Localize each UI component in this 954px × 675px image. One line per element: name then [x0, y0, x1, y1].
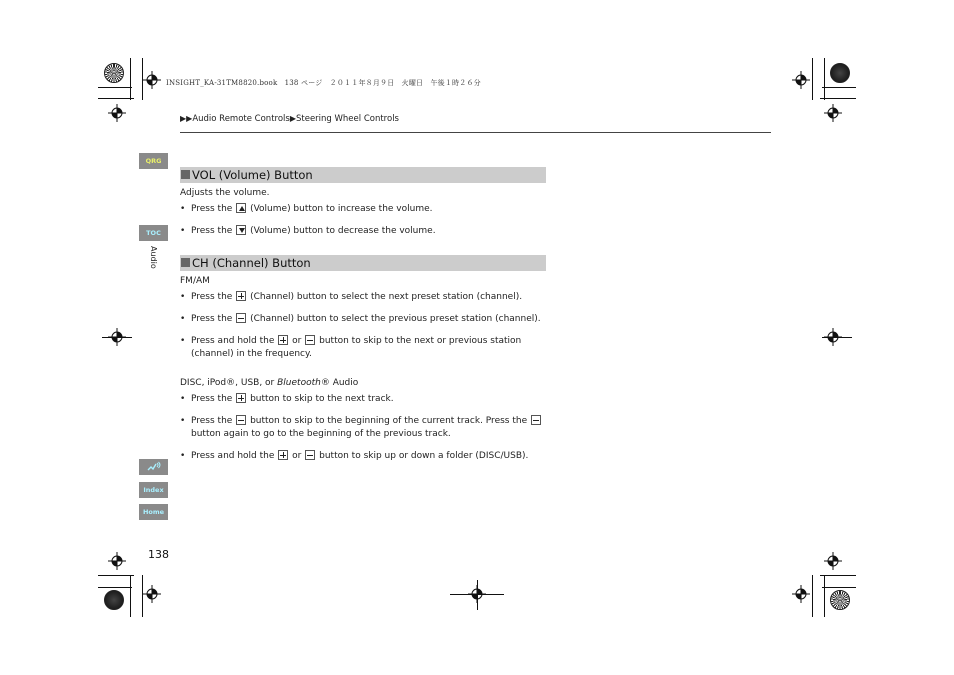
minus-icon: [305, 450, 315, 460]
heading-square-icon: [181, 170, 190, 179]
plus-icon: [278, 450, 288, 460]
breadcrumb-parent-link[interactable]: Audio Remote Controls: [192, 114, 290, 124]
color-target-icon: [830, 63, 850, 83]
vol-section-title: VOL (Volume) Button: [192, 168, 313, 182]
page-number: 138: [148, 548, 169, 561]
color-target-icon: [104, 590, 124, 610]
registration-mark-icon: [792, 585, 810, 603]
voice-command-icon: [147, 461, 161, 473]
voice-command-tab[interactable]: [139, 459, 168, 475]
list-item: • Press the button to skip to the next track.: [180, 394, 394, 404]
crop-line: [822, 337, 852, 338]
list-item: • Press the (Channel) button to select the next preset station (channel).: [180, 292, 523, 302]
minus-icon: [305, 335, 315, 345]
fm-am-label: FM/AM: [180, 276, 210, 286]
list-item: • Press the (Channel) button to select the previous preset station (channel).: [180, 314, 541, 324]
crop-line: [477, 580, 478, 610]
ch-section-heading: [180, 255, 546, 271]
registration-mark-icon: [108, 552, 126, 570]
list-item: • Press and hold the or button to skip to the next or previous station (channel) in the frequency.: [180, 336, 522, 359]
toc-tab[interactable]: TOC: [139, 225, 168, 241]
plus-icon: [278, 335, 288, 345]
list-item: • Press the (Volume) button to increase the volume.: [180, 204, 433, 214]
crop-line: [102, 337, 132, 338]
disc-label: DISC, iPod®, USB, or Bluetooth® Audio: [180, 378, 359, 388]
minus-icon: [236, 313, 246, 323]
color-target-icon: [830, 590, 850, 610]
index-tab[interactable]: Index: [139, 482, 168, 498]
heading-square-icon: [181, 258, 190, 267]
breadcrumb: [180, 114, 399, 124]
registration-mark-icon: [824, 104, 842, 122]
home-tab[interactable]: Home: [139, 504, 168, 520]
minus-icon: [236, 415, 246, 425]
ch-section-title: CH (Channel) Button: [192, 256, 311, 270]
print-header: INSIGHT_KA-31TM8820.book 138 ページ ２０１１年８月９日 火曜日 午後１時２６分: [166, 79, 481, 87]
registration-mark-icon: [143, 71, 161, 89]
registration-mark-icon: [824, 552, 842, 570]
breadcrumb-arrow-icon: ▶▶: [180, 114, 193, 123]
list-item: • Press the button to skip to the beginning of the current track. Press the button again to go to the beginning of the previous track.: [191, 415, 542, 441]
vol-section-heading: [180, 167, 546, 183]
qrg-tab[interactable]: QRG: [139, 153, 168, 169]
registration-mark-icon: [108, 104, 126, 122]
list-item: • Press the (Volume) button to decrease the volume.: [180, 226, 436, 236]
color-target-icon: [104, 63, 124, 83]
vol-intro: Adjusts the volume.: [180, 188, 270, 198]
down-arrow-icon: [236, 225, 246, 235]
header-rule: [180, 132, 771, 133]
list-item: • Press and hold the or button to skip up or down a folder (DISC/USB).: [180, 451, 529, 461]
plus-icon: [236, 393, 246, 403]
registration-mark-icon: [143, 585, 161, 603]
up-arrow-icon: [236, 203, 246, 213]
breadcrumb-separator-icon: ▶: [289, 114, 296, 123]
plus-icon: [236, 291, 246, 301]
section-label: Audio: [149, 246, 158, 269]
registration-mark-icon: [792, 71, 810, 89]
minus-icon: [531, 415, 541, 425]
breadcrumb-current: Steering Wheel Controls: [295, 114, 399, 124]
